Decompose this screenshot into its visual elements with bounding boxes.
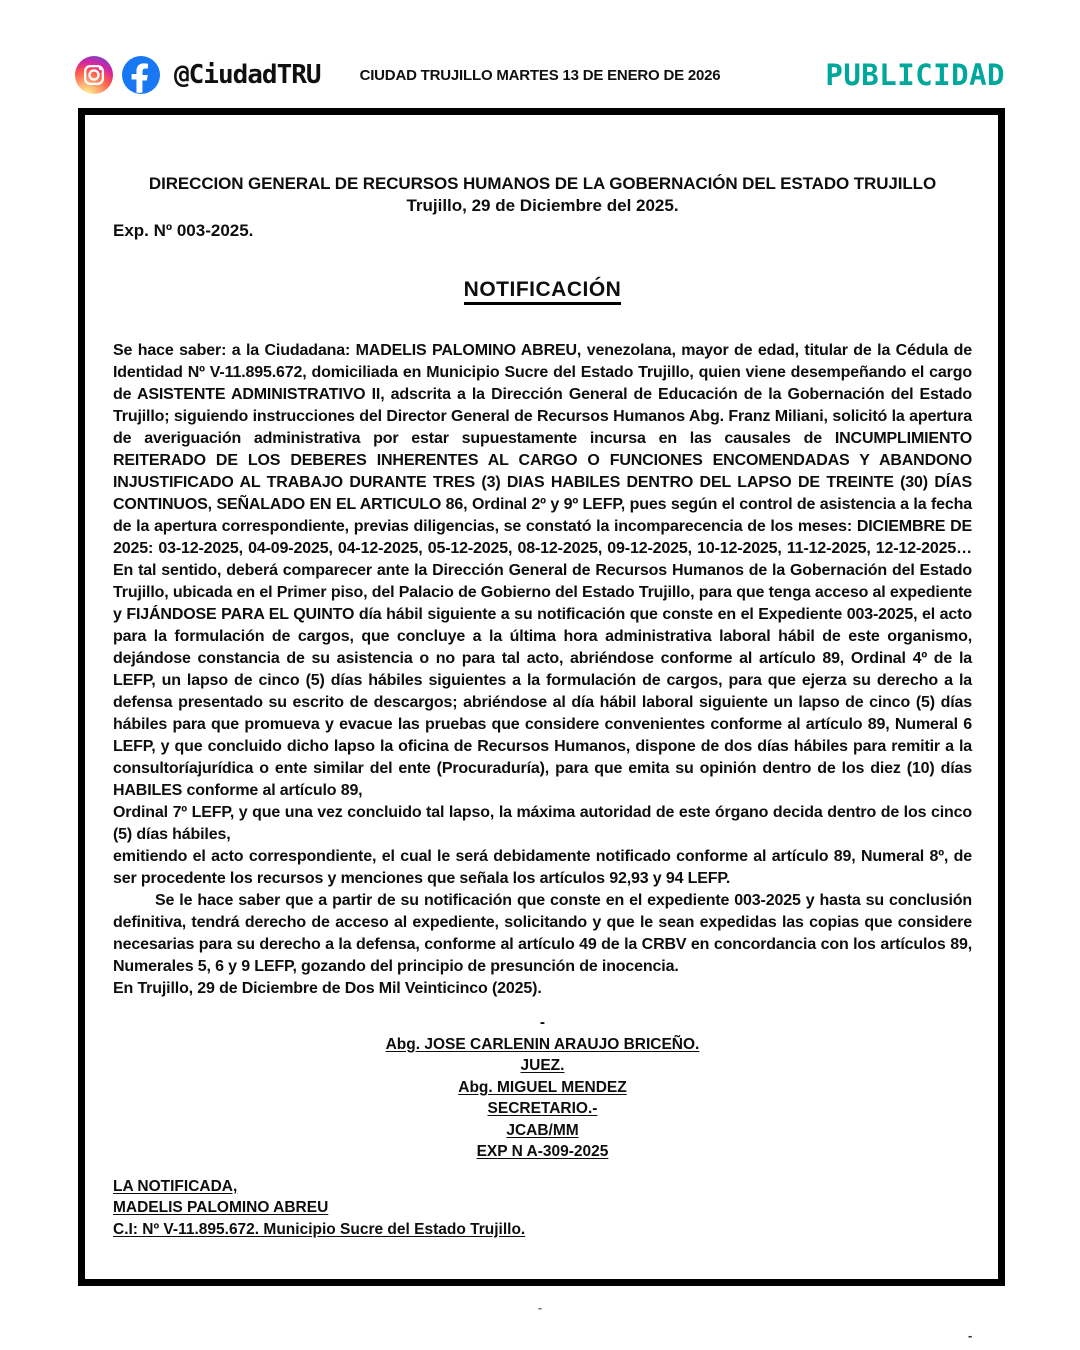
newspaper-dateline: CIUDAD TRUJILLO MARTES 13 DE ENERO DE 2026 [359, 66, 721, 84]
social-handle: @CiudadTRU [174, 60, 321, 90]
notified-label: LA NOTIFICADA, [113, 1177, 238, 1195]
body-paragraph: emitiendo el acto correspondiente, el cual le será debidamente notificado conforme al artículo 89, Numeral 8º, de ser procedente los recursos y menciones que señala los artículos 92,93 y 94 LEFP. [113, 848, 972, 887]
signature-block [113, 1012, 972, 1163]
judge-title-line: JUEZ. [520, 1057, 565, 1074]
notified-name: MADELIS PALOMINO ABREU [113, 1199, 329, 1216]
social-brand [75, 56, 321, 94]
page-center-dash: - [537, 1300, 543, 1315]
secretary-name-line: Abg. MIGUEL MENDEZ [458, 1078, 627, 1096]
exp-reference-line: EXP N A-309-2025 [476, 1143, 609, 1160]
document-title: DIRECCION GENERAL DE RECURSOS HUMANOS DE LA GOBERNACIÓN DEL ESTADO TRUJILLO [148, 174, 937, 193]
body-paragraph: Se le hace saber que a partir de su notificación que conste en el expediente 003-2025 y hasta su conclusión definitiva, tendrá derecho de acceso al expediente, solicitando y que le sean expedidas las copias que considere necesarias para su derecho a la defensa, conforme al artículo 49 de la CRBV en concordancia con los artículos 89, Numerales 5, 6 y 9 LEFP, gozando del principio de presunción de inocencia. [113, 892, 972, 975]
signature-dash: - [539, 1014, 546, 1031]
page-header [75, 52, 1005, 98]
instagram-icon[interactable] [75, 56, 113, 94]
notification-heading: NOTIFICACIÓN [464, 278, 622, 305]
expedient-number: Exp. Nº 003-2025. [113, 221, 254, 240]
notified-id-line: C.I: Nº V-11.895.672. Municipio Sucre del Estado Trujillo. [113, 1220, 526, 1238]
legal-notice-box [78, 108, 1005, 1286]
publicidad-label: PUBLICIDAD [825, 58, 1005, 92]
document-date-line: Trujillo, 29 de Diciembre del 2025. [406, 196, 679, 215]
page-corner-dash: - [968, 1328, 973, 1343]
facebook-icon[interactable] [122, 56, 160, 94]
body-paragraph: Ordinal 7º LEFP, y que una vez concluido tal lapso, la máxima autoridad de este órgano decida dentro de los cinco (5) días hábiles, [113, 804, 972, 843]
body-paragraph: Se hace saber: a la Ciudadana: MADELIS PALOMINO ABREU, venezolana, mayor de edad, titular de la Cédula de Identidad Nº V-11.895.672, domiciliada en Municipio Sucre del Estado Trujillo, quien viene desempeñando el cargo de ASISTENTE ADMINISTRATIVO II, adscrita a la Dirección General de Educación de la Gobernación del Estado Trujillo; siguiendo instrucciones del Director General de Recursos Humanos Abg. Franz Miliani, solicitó la apertura de averiguación administrativa por estar supuestamente incursa en las causales de INCUMPLIMIENTO REITERADO DE LOS DEBERES INHERENTES AL CARGO O FUNCIONES ENCOMENDADAS Y ABANDONO INJUSTIFICADO AL TRABAJO DURANTE TRES (3) DIAS HABILES DENTRO DEL LAPSO DE TREINTE (30) DÍAS CONTINUOS, SEÑALADO EN EL ARTICULO 86, Ordinal 2º y 9º LEFP, pues según el control de asistencia a la fecha de la apertura correspondiente, previas diligencias, se constató la incomparecencia de los meses: DICIEMBRE DE 2025: 03-12-2025, 04-09-2025, 04-12-2025, 05-12-2025, 08-12-2025, 09-12-2025, 10-12-2025, 11-12-2025, 12-12-2025… En tal sentido, deberá comparecer ante la Dirección General de Recursos Humanos de la Gobernación del Estado Trujillo, ubicada en el Primer piso, del Palacio de Gobierno del Estado Trujillo, para que tenga acceso al expediente y FIJÁNDOSE PARA EL QUINTO día hábil siguiente a su notificación que conste en el Expediente 003-2025, el acto para la formulación de cargos, que concluye a la última hora administrativa laboral hábil de este organismo, dejándose constancia de su asistencia o no para tal acto, abriéndose conforme al artículo 89, Ordinal 4º de la LEFP, un lapso de cinco (5) días hábiles siguientes a la formulación de cargos, para que ejerza su derecho a la defensa presentado su escrito de descargos; abriéndose al día hábil laboral siguiente un lapso de cinco (5) días hábiles para que promueva y evacue las pruebas que considere convenientes conforme al artículo 89, Numeral 6 LEFP, y que concluido dicho lapso la oficina de Recursos Humanos, dispone de dos días hábiles para remitir a la consultoríajurídica o ente similar del ente (Procuraduría), para que emita su opinión dentro de los diez (10) días HABILES conforme al artículo 89, [113, 342, 972, 799]
secretary-title-line: SECRETARIO.- [487, 1100, 598, 1117]
judge-name-line: Abg. JOSE CARLENIN ARAUJO BRICEÑO. [385, 1035, 700, 1053]
notified-block [113, 1176, 972, 1241]
initials-line: JCAB/MM [506, 1121, 579, 1139]
notification-heading-wrap [113, 278, 972, 302]
closing-date-line: En Trujillo, 29 de Diciembre de Dos Mil Veinticinco (2025). [113, 980, 542, 997]
